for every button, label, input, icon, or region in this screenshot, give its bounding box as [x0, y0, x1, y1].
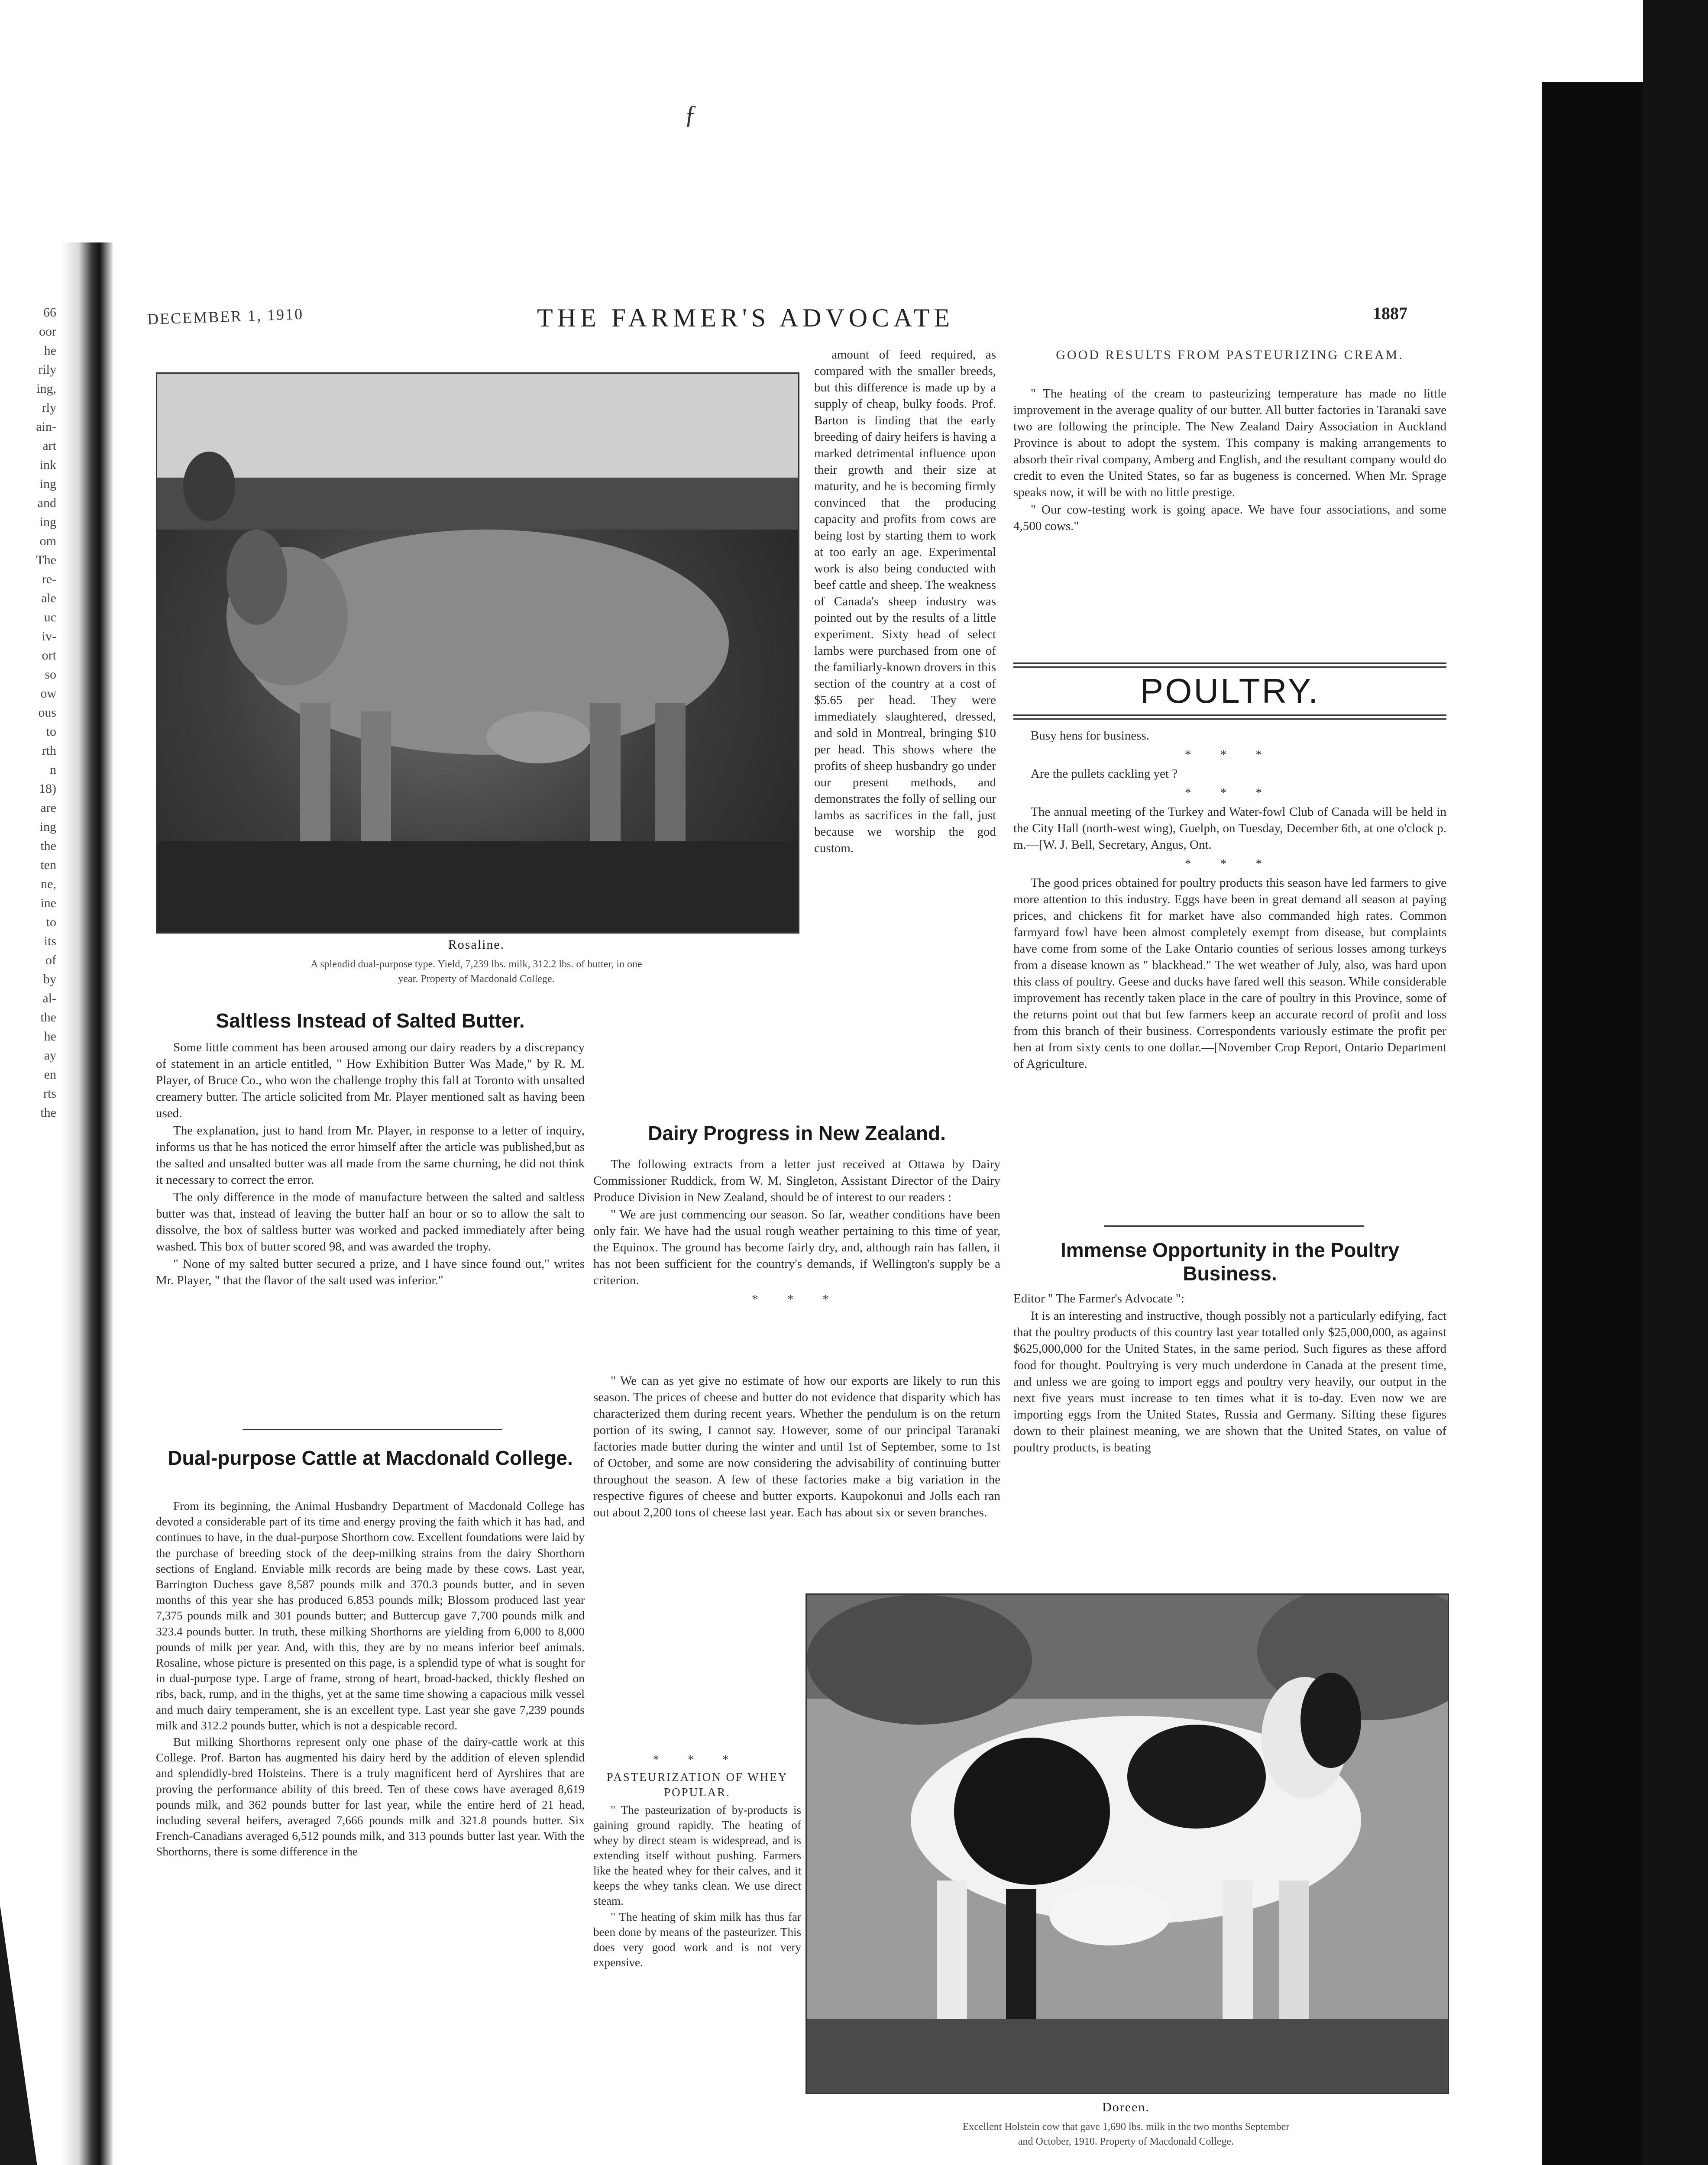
- dairy-nz-heading: Dairy Progress in New Zealand.: [648, 1122, 946, 1144]
- left-page-fragment: re-: [42, 572, 56, 586]
- rosaline-caption-line2: year. Property of Macdonald College.: [398, 973, 555, 985]
- left-page-fragment: ale: [41, 591, 56, 605]
- doreen-caption-name: Doreen.: [1102, 2100, 1150, 2114]
- left-page-fragment: rly: [42, 401, 56, 415]
- saltless-para: The explanation, just to hand from Mr. Player, in response to a letter of inquiry, informs us that he has noticed the error himself after the article was published,but as the salted and unsalted butter was all made from the same churning, he did not think it necessary to correct the error.: [156, 1124, 585, 1187]
- left-page-fragment: ink: [39, 458, 56, 472]
- left-page-fragment: the: [40, 1010, 56, 1024]
- doreen-photo: [805, 1593, 1449, 2094]
- issue-date: DECEMBER 1, 1910: [147, 305, 304, 328]
- left-page-fragments: [0, 303, 56, 1862]
- running-head: [130, 303, 1542, 338]
- rosaline-caption: [156, 957, 797, 986]
- left-page-fragment: iv-: [42, 629, 56, 643]
- left-page-fragment: ine: [40, 896, 56, 910]
- dual-purpose-article: [156, 1498, 585, 1861]
- left-page-fragment: ten: [40, 858, 56, 872]
- good-results-heading: GOOD RESULTS FROM PASTEURIZING CREAM.: [1056, 348, 1404, 362]
- left-page-fragment: ing: [39, 477, 56, 491]
- dairy-nz-para: " We are just commencing our season. So far, weather conditions have been only fair. We have had the usual rough weather pertaining to this time of year, the Equinox. The ground has become fairly dry, and, although rain has fallen, it has not been sufficient for the country's demands, if Wellington's supply be a criterion.: [593, 1208, 1000, 1287]
- saltless-para: The only difference in the mode of manufacture between the salted and saltless butter was that, instead of leaving the butter half an hour or so to allow the salt to dissolve, the box of saltless butter was worked and packed immediately after being washed. This box of butter scored 98, and was awarded the trophy.: [156, 1190, 585, 1254]
- left-page-fragment: to: [46, 915, 56, 929]
- left-page-fragment: 18): [39, 782, 56, 796]
- section-stars: * * *: [1185, 748, 1275, 762]
- left-page-fragment: rily: [38, 362, 56, 377]
- good-results-para: " Our cow-testing work is going apace. We have four associations, and some 4,500 cows.": [1013, 503, 1446, 533]
- left-page-fragment: of: [45, 953, 56, 967]
- left-page-fragment: are: [40, 801, 56, 815]
- left-page-fragment: ing: [39, 515, 56, 529]
- immense-editor: Editor " The Farmer's Advocate ":: [1013, 1292, 1184, 1305]
- section-stars: * * *: [653, 1753, 741, 1766]
- column-rule: [243, 1429, 502, 1430]
- column-rule: [1104, 1225, 1364, 1227]
- poultry-para: The good prices obtained for poultry products this season have led farmers to give more attention to this industry. Eggs have been in great demand all season at paying prices, and chickens fit for market have also commanded high rates. Common farmyard fowl have been almost completely exempt from disease, but complaints have come from some of the Lake Ontario counties of serious losses among turkeys from a disease known as " blackhead." The wet weather of July, also, was hard upon this class of poultry. Geese and ducks have fared well this season. While considerable improvement has recently taken place in the care of poultry in this Province, some of the returns point out that but few farmers keep an accurate record of profit and loss from this branch of their business. Correspondents variously estimate the profit per hen at from sixty cents to one dollar.—[November Crop Report, Ontario Department of Agriculture.: [1013, 876, 1446, 1071]
- left-page-fragment: so: [45, 667, 56, 682]
- left-page-fragment: The: [36, 553, 56, 567]
- dairy-nz-para: " The pasteurization of by-products is gaining ground rapidly. The heating of whey by direct steam is widespread, and is extending itself without pushing. Farmers like the heated whey for their calves, and it keeps the whey tanks clean. We use direct steam.: [593, 1803, 801, 1907]
- poultry-line: Are the pullets cackling yet ?: [1031, 767, 1178, 781]
- scan-border-left: [0, 1905, 61, 2165]
- section-stars: * * *: [1185, 857, 1275, 871]
- left-page-fragment: and: [37, 496, 56, 510]
- immense-article: [1013, 1290, 1446, 1457]
- left-page-fragment: ne,: [41, 877, 56, 891]
- scan-border-right: [1643, 0, 1708, 2165]
- dairy-nz-pasteurization: [593, 1749, 801, 1971]
- dairy-nz-article: [593, 1156, 1000, 1310]
- rosaline-caption-name: Rosaline.: [448, 937, 505, 952]
- left-page-fragment: by: [43, 972, 56, 986]
- dairy-nz-para: " We can as yet give no estimate of how our exports are likely to run this season. The prices of cheese and butter do not evidence that disparity which has characterized them during recent years. Whether the pendulum is on the return portion of its swing, I cannot say. However, some of our principal Taranaki factories made butter during the winter and until 1st of September, some to 1st of October, and some are now considering the advisability of continuing butter throughout the season. A few of these factories make a big variation in the respective figures of cheese and butter exports. Kaupokonui and Jolls each ran out about 2,200 tons of cheese last year. Each has about six or seven branches.: [593, 1374, 1000, 1519]
- poultry-para: The annual meeting of the Turkey and Water-fowl Club of Canada will be held in the City Hall (north-west wing), Guelph, on Tuesday, December 6th, at one o'clock p. m.—[W. J. Bell, Secretary, Angus, Ont.: [1013, 805, 1446, 852]
- left-page-fragment: the: [40, 839, 56, 853]
- rosaline-photo: [156, 372, 799, 934]
- saltless-heading: Saltless Instead of Salted Butter.: [216, 1009, 525, 1032]
- cow-illustration-doreen: [807, 1595, 1448, 2093]
- dairy-nz-para: " The heating of skim milk has thus far been done by means of the pasteurizer. This does very good work and is not very expensive.: [593, 1910, 801, 1969]
- left-page-fragment: rts: [43, 1086, 56, 1101]
- left-page-fragment: its: [44, 934, 56, 948]
- margin-pencil-mark: ƒ: [684, 100, 697, 129]
- left-page-fragment: oor: [39, 324, 56, 339]
- left-page-fragment: ay: [44, 1048, 56, 1063]
- left-page-fragment: en: [44, 1067, 56, 1082]
- dual-purpose-para: From its beginning, the Animal Husbandry Department of Macdonald College has devoted a considerable part of its time and energy proving the faith which it has had, and continues to have, in the dual-purpose Shorthorn cow. Excellent foundations were laid by the purchase of breeding stock of the deep-milking strains from the dairy Shorthorn sections of England. Enviable milk records are being made by these cows. Last year, Barrington Duchess gave 8,587 pounds milk and 370.3 pounds butter, and in seven months of this year she has produced 6,853 pounds milk; Blossom produced last year 7,375 pounds milk and 301 pounds butter; and Buttercup gave 7,700 pounds milk and 323.4 pounds butter. In truth, these milking Shorthorns are yielding from 6,000 to 8,000 pounds of milk per year. And, with this, they are by no means inferior beef animals. Rosaline, whose picture is presented on this page, is a splendid type of what is sought for in dual-purpose type. Large of frame, strong of heart, broad-backed, thickly fleshed on ribs, back, rump, and in the thighs, yet at the same time showing a capacious milk vessel and much dairy temperament, she is an excellent type. Last year she gave 7,239 pounds milk and 312.2 pounds butter, which is not a despicable record.: [156, 1499, 585, 1732]
- left-page-fragment: om: [39, 534, 56, 548]
- section-stars: * * *: [1185, 786, 1275, 800]
- section-stars: * * *: [752, 1293, 842, 1306]
- left-page-fragment: to: [46, 724, 56, 739]
- dairy-nz-intro: The following extracts from a letter just received at Ottawa by Dairy Commissioner Ruddick, from W. M. Singleton, Assistant Director of the Dairy Produce Division in New Zealand, should be of interest to our readers :: [593, 1157, 1000, 1204]
- good-results-para: " The heating of the cream to pasteurizing temperature has made no little improvement in the average quality of our butter. All butter factories in Taranaki save two are following the principle. The New Zealand Dairy Association in Auckland Province is about to adopt the system. This company is making arrangements to absorb their rival company, Amberg and English, and the resultant company would do credit to even the United States, so far as bugeness is concerned. When Mr. Sprage speaks now, it will be with no little prestige.: [1013, 387, 1446, 499]
- doreen-caption-line2: and October, 1910. Property of Macdonald College.: [1018, 2136, 1234, 2147]
- left-page-fragment: al-: [42, 991, 56, 1005]
- poultry-rule-top: [1013, 662, 1446, 668]
- saltless-para: Some little comment has been aroused among our dairy readers by a discrepancy of statement in an article entitled, " How Exhibition Butter Was Made," by R. M. Player, of Bruce Co., who won the challenge trophy this fall at Toronto with unsalted creamery butter. The article solicited from Mr. Player mentioned salt as having been used.: [156, 1040, 585, 1120]
- page-number: 1887: [1373, 304, 1407, 323]
- left-page-fragment: ort: [42, 648, 56, 662]
- pasteurization-subhead: PASTEURIZATION OF WHEY POPULAR.: [606, 1771, 788, 1799]
- scan-border-right-inner: [1542, 82, 1646, 2165]
- immense-heading: Immense Opportunity in the Poultry Business.: [1060, 1239, 1400, 1285]
- feed-paragraph: amount of feed required, as compared with the smaller breeds, but this difference is made up by a supply of cheap, bulky foods. Prof. Barton is finding that the early breeding of dairy heifers is having a marked detrimental influence upon their growth and their size at maturity, and he is becoming firmly convinced that the producing capacity and profits from cows are being lost by starting them to work at too early an age. Experimental work is also being conducted with beef cattle and sheep. The weakness of Canada's sheep industry was pointed out by the results of a little experiment. Sixty head of select lambs were purchased from one of the familiarly-known drovers in this section of the country at a cost of $5.65 per head. They were immediately slaughtered, dressed, and sold in Montreal, bringing $10 per head. This shows where the profits of sheep husbandry go under our present methods, and demonstrates the folly of selling our lambs as sacrifices in the fall, just because we worship the god custom.: [814, 348, 996, 855]
- left-page-fragment: the: [40, 1105, 56, 1120]
- masthead-title: THE FARMER'S ADVOCATE: [537, 304, 954, 332]
- poultry-section-title: POULTRY.: [1140, 672, 1320, 710]
- left-page-fragment: ow: [40, 686, 56, 701]
- saltless-article: [156, 1039, 585, 1289]
- dairy-nz-exports: [593, 1373, 1000, 1522]
- left-page-fragment: ing: [39, 820, 56, 834]
- saltless-para: " None of my salted butter secured a prize, and I have since found out," writes Mr. Player, " that the flavor of the salt used was inferior.": [156, 1257, 585, 1287]
- immense-para: It is an interesting and instructive, though possibly not a particularly edifying, fact that the poultry products of this country last year totalled only $25,000,000, as against $625,000,000 for the United States, in the same period. Such figures as these afford food for thought. Poultrying is very much underdone in Canada at the present time, and unless we are going to import eggs and poultry very heavily, our output in the next five years must increase to ten times what it is to-day. Even now we are importing eggs from the United States, Russia and Germany. Sifting these figures down to their plainest meaning, we are shown that the United States, on value of poultry products, is beating: [1013, 1309, 1446, 1454]
- feed-and-breeding-article: [814, 346, 996, 857]
- doreen-caption: [805, 2120, 1446, 2149]
- left-page-fragment: he: [44, 343, 56, 358]
- dual-purpose-para: But milking Shorthorns represent only one phase of the dairy-cattle work at this College. Prof. Barton has augmented his dairy herd by the addition of eleven splendid and splendidly-bred Holsteins. There is a truly magnificent herd of Ayrshires that are proving the performance ability of this breed. Ten of these cows have averaged 8,619 pounds milk, and 362 pounds butter for last year, while the entire herd of 21 head, including several heifers, averaged 7,666 pounds milk and 321.8 pounds butter. Six French-Canadians averaged 6,512 pounds milk, and 313 pounds butter last year. With the Shorthorns, there is some difference in the: [156, 1735, 585, 1858]
- left-page-fragment: rth: [42, 743, 56, 758]
- left-page-fragment: he: [44, 1029, 56, 1044]
- dual-purpose-heading: Dual-purpose Cattle at Macdonald College.: [168, 1447, 573, 1469]
- cow-illustration-rosaline: [157, 374, 798, 932]
- left-page-fragment: ous: [38, 705, 56, 720]
- rosaline-caption-line1: A splendid dual-purpose type. Yield, 7,239 lbs. milk, 312.2 lbs. of butter, in one: [311, 959, 642, 970]
- left-page-fragment: art: [42, 439, 56, 453]
- left-page-fragment: 66: [43, 305, 56, 320]
- scan-border-top: [0, 0, 1708, 87]
- doreen-caption-line1: Excellent Holstein cow that gave 1,690 lbs. milk in the two months September: [962, 2121, 1290, 2133]
- left-page-fragment: ain-: [36, 420, 56, 434]
- left-page-fragment: uc: [44, 610, 56, 624]
- book-gutter: [61, 242, 113, 2165]
- good-results-article: [1013, 385, 1446, 535]
- poultry-notes: [1013, 688, 1446, 1073]
- poultry-line: Busy hens for business.: [1031, 729, 1149, 743]
- left-page-fragment: ing,: [36, 381, 56, 396]
- left-page-fragment: n: [50, 763, 56, 777]
